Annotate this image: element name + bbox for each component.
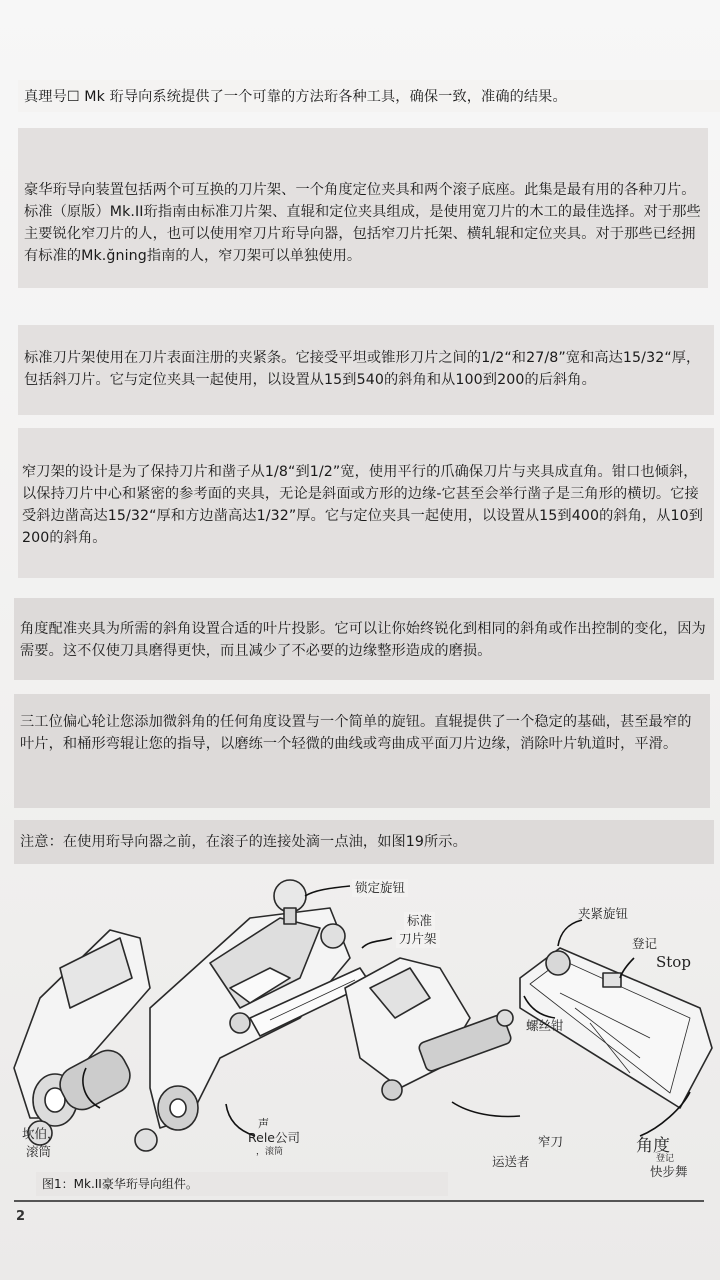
label-register: 登记 — [632, 936, 658, 951]
paragraph-cam-text: 三工位偏心轮让您添加微斜角的任何角度设置与一个简单的旋钮。直辊提供了一个稳定的基础，甚至最窄的叶片，和桶形弯辊让您的指导，以磨练一个轻微的曲线或弯曲成平面刀片边缘，消除叶片轨道时，平滑。 — [20, 714, 692, 752]
paragraph-cam — [14, 694, 710, 808]
paragraph-standard-holder — [18, 325, 714, 415]
label-stop: Stop — [656, 953, 691, 971]
label-lock-knob: 锁定旋钮 — [352, 879, 408, 897]
paragraph-deluxe-text: 豪华珩导向装置包括两个可互换的刀片架、一个角度定位夹具和两个滚子底座。此集是最有用的各种刀片。标准（原版）Mk.II珩指南由标准刀片架、直辊和定位夹具组成，是使用宽刀片的木工的最佳选择。对于那些主要锐化窄刀片的人，也可以使用窄刀片珩导向器，包括窄刀片托架、横轧辊和定位夹具。对于那些已经拥有标准的Mk.ğning指南的人，窄刀架可以单独使用。 — [24, 182, 701, 264]
paragraph-angle-jig — [14, 598, 714, 680]
figure-honing-guide — [0, 868, 720, 1188]
label-carrier: 运送者 — [492, 1154, 530, 1169]
label-sound: 声 — [258, 1117, 269, 1130]
label-rele: Rele公司 — [248, 1130, 300, 1145]
figure-caption: 图1：Mk.II豪华珩导向组件。 — [36, 1172, 448, 1196]
label-screw-clamp: 螺丝钳 — [526, 1018, 564, 1033]
label-rele-sub: ，滚筒 — [256, 1147, 284, 1157]
label-clamp-knob: 夹紧旋钮 — [578, 906, 629, 921]
label-narrow-blade: 窄刀 — [538, 1134, 564, 1149]
label-angle-big: 角度 — [636, 1136, 670, 1156]
paragraph-angle-jig-text: 角度配准夹具为所需的斜角设置合适的叶片投影。它可以让你始终锐化到相同的斜角或作出控制的变化，因为需要。这不仅使刀具磨得更快，而且减少了不必要的边缘整形造成的磨损。 — [20, 621, 706, 659]
footer-rule — [14, 1200, 704, 1202]
label-quickstep: 快步舞 — [650, 1164, 688, 1179]
paragraph-standard-holder-text: 标准刀片架使用在刀片表面注册的夹紧条。它接受平坦或锥形刀片之间的1/2“和27/8”宽和高达15/32“厚，包括斜刀片。它与定位夹具一起使用，以设置从15到540的斜角和从100到200的后斜角。 — [24, 350, 701, 388]
paragraph-narrow-holder — [18, 428, 714, 578]
page-number: 2 — [16, 1209, 26, 1224]
label-roller-1: 坎伯， — [22, 1126, 60, 1141]
paragraph-deluxe-kit — [18, 128, 708, 288]
paragraph-note — [14, 820, 714, 864]
label-angle-small: 登记 — [656, 1154, 675, 1164]
label-standard-2: 刀片架 — [396, 930, 440, 948]
paragraph-intro: 真理号☐ Mk 珩导向系统提供了一个可靠的方法珩各种工具，确保一致，准确的结果。 — [18, 80, 720, 112]
label-standard-1: 标准 — [404, 912, 435, 930]
label-roller-2: 滚筒 — [26, 1144, 52, 1159]
paragraph-note-text: 注意：在使用珩导向器之前，在滚子的连接处滴一点油，如图19所示。 — [20, 834, 467, 850]
paragraph-narrow-holder-text: 窄刀架的设计是为了保持刀片和凿子从1/8“到1/2”宽，使用平行的爪确保刀片与夹具成直角。钳口也倾斜，以保持刀片中心和紧密的参考面的夹具，无论是斜面或方形的边缘-它甚至会举行凿子是三角形的横切。它接受斜边凿高达15/32“厚和方边凿高达1/32”厚。它与定位夹具一起使用，以设置从15到400的斜角，从10到200的斜角。 — [22, 464, 704, 546]
